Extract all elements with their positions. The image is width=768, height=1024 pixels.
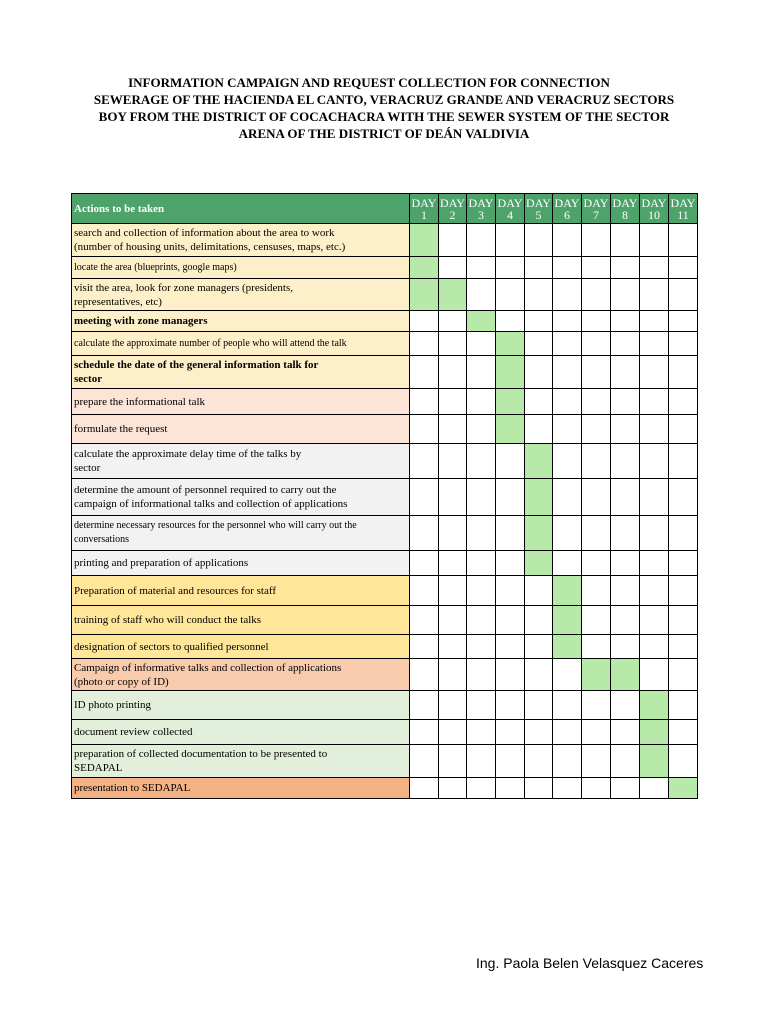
table-row <box>72 356 698 389</box>
action-label: Campaign of informative talks and collection of applications (photo or copy of ID) <box>72 659 410 691</box>
schedule-cell <box>611 745 640 778</box>
schedule-cell <box>669 224 698 257</box>
schedule-cell <box>582 479 611 516</box>
day-header-3: DAY 3 <box>467 194 496 224</box>
schedule-cell-active <box>496 356 525 389</box>
schedule-cell <box>467 444 496 479</box>
schedule-cell <box>525 659 553 691</box>
schedule-cell-active <box>410 279 439 311</box>
schedule-cell <box>611 516 640 551</box>
schedule-cell <box>553 516 582 551</box>
table-row <box>72 720 698 745</box>
schedule-cell <box>611 389 640 415</box>
schedule-cell <box>640 311 669 332</box>
schedule-cell <box>410 551 439 576</box>
schedule-cell <box>496 479 525 516</box>
schedule-cell <box>611 279 640 311</box>
schedule-cell <box>496 720 525 745</box>
schedule-cell <box>553 257 582 279</box>
schedule-cell <box>410 635 439 659</box>
schedule-cell <box>439 606 467 635</box>
action-label: document review collected <box>72 720 410 745</box>
schedule-cell <box>611 551 640 576</box>
schedule-cell <box>582 444 611 479</box>
schedule-cell <box>496 576 525 606</box>
schedule-cell <box>439 356 467 389</box>
schedule-cell <box>611 691 640 720</box>
schedule-cell <box>553 778 582 799</box>
schedule-cell <box>410 311 439 332</box>
schedule-cell <box>439 551 467 576</box>
schedule-cell-active <box>640 720 669 745</box>
schedule-cell <box>640 415 669 444</box>
schedule-cell <box>640 576 669 606</box>
schedule-cell <box>410 778 439 799</box>
schedule-cell <box>439 415 467 444</box>
schedule-cell <box>553 745 582 778</box>
title-line-1: INFORMATION CAMPAIGN AND REQUEST COLLECTION FOR CONNECTION <box>128 75 610 90</box>
schedule-cell-active <box>611 659 640 691</box>
table-row <box>72 745 698 778</box>
schedule-cell <box>439 224 467 257</box>
schedule-cell <box>467 516 496 551</box>
schedule-cell <box>582 576 611 606</box>
table-row <box>72 635 698 659</box>
schedule-cell-active <box>467 311 496 332</box>
schedule-cell-active <box>582 659 611 691</box>
schedule-cell <box>525 257 553 279</box>
schedule-cell <box>669 279 698 311</box>
schedule-cell <box>467 606 496 635</box>
schedule-cell <box>410 720 439 745</box>
table-row <box>72 279 698 311</box>
schedule-cell <box>611 356 640 389</box>
schedule-cell-active <box>496 332 525 356</box>
table-row <box>72 479 698 516</box>
schedule-cell <box>611 444 640 479</box>
schedule-cell <box>496 224 525 257</box>
schedule-cell <box>439 311 467 332</box>
schedule-cell <box>439 516 467 551</box>
action-label: determine the amount of personnel required to carry out the campaign of informational talks and collection of applications <box>72 479 410 516</box>
schedule-cell <box>582 778 611 799</box>
schedule-cell <box>467 224 496 257</box>
day-header-2: DAY 2 <box>440 195 465 222</box>
schedule-cell <box>582 551 611 576</box>
schedule-cell <box>496 257 525 279</box>
action-label: prepare the informational talk <box>72 389 410 415</box>
schedule-cell-active <box>496 415 525 444</box>
schedule-cell <box>553 356 582 389</box>
action-label: preparation of collected documentation to be presented to SEDAPAL <box>72 745 410 778</box>
schedule-cell <box>467 479 496 516</box>
schedule-cell <box>669 576 698 606</box>
title-line-3: BOY FROM THE DISTRICT OF COCACHACRA WITH THE SEWER SYSTEM OF THE SECTOR <box>98 109 670 124</box>
schedule-cell <box>669 444 698 479</box>
schedule-cell-active <box>525 551 553 576</box>
schedule-cell-active <box>410 224 439 257</box>
table-row <box>72 311 698 332</box>
schedule-cell <box>669 551 698 576</box>
schedule-cell <box>640 479 669 516</box>
table-row <box>72 444 698 479</box>
schedule-cell <box>496 659 525 691</box>
schedule-cell <box>496 516 525 551</box>
schedule-cell <box>410 389 439 415</box>
document-title <box>0 74 768 142</box>
schedule-cell <box>640 257 669 279</box>
schedule-cell <box>467 415 496 444</box>
schedule-cell <box>525 691 553 720</box>
schedule-cell <box>669 691 698 720</box>
schedule-cell <box>525 332 553 356</box>
schedule-cell-active <box>640 691 669 720</box>
schedule-cell <box>611 720 640 745</box>
action-label: ID photo printing <box>72 691 410 720</box>
table-row <box>72 516 698 551</box>
action-label: presentation to SEDAPAL <box>72 778 410 799</box>
schedule-cell <box>467 720 496 745</box>
schedule-cell-active <box>525 516 553 551</box>
schedule-cell <box>669 745 698 778</box>
schedule-cell-active <box>496 389 525 415</box>
table-row <box>72 576 698 606</box>
schedule-cell <box>611 576 640 606</box>
schedule-cell <box>439 691 467 720</box>
schedule-cell <box>582 516 611 551</box>
schedule-cell <box>439 576 467 606</box>
schedule-cell-active <box>410 257 439 279</box>
schedule-cell <box>553 311 582 332</box>
schedule-cell-active <box>553 606 582 635</box>
schedule-cell <box>467 659 496 691</box>
actions-header: Actions to be taken <box>72 194 410 224</box>
day-header-1: DAY 1 <box>410 194 439 224</box>
schedule-table <box>71 193 698 799</box>
schedule-cell <box>496 311 525 332</box>
schedule-cell-active <box>525 479 553 516</box>
schedule-cell <box>640 516 669 551</box>
schedule-cell <box>669 389 698 415</box>
header-row <box>72 194 698 224</box>
schedule-cell <box>553 659 582 691</box>
schedule-cell <box>439 332 467 356</box>
schedule-cell <box>410 691 439 720</box>
schedule-cell <box>525 389 553 415</box>
day-header-11: DAY 11 <box>669 194 698 224</box>
schedule-cell <box>611 606 640 635</box>
schedule-cell <box>525 224 553 257</box>
schedule-cell <box>525 606 553 635</box>
schedule-cell <box>640 659 669 691</box>
schedule-cell <box>496 691 525 720</box>
schedule-cell <box>553 691 582 720</box>
schedule-cell <box>467 745 496 778</box>
schedule-cell <box>496 635 525 659</box>
table-row <box>72 659 698 691</box>
action-label: calculate the approximate delay time of the talks by sector <box>72 444 410 479</box>
table-row <box>72 415 698 444</box>
schedule-cell <box>410 356 439 389</box>
schedule-cell <box>410 444 439 479</box>
schedule-cell <box>410 415 439 444</box>
schedule-cell <box>410 332 439 356</box>
schedule-cell <box>640 332 669 356</box>
schedule-cell <box>496 745 525 778</box>
schedule-cell <box>525 745 553 778</box>
schedule-cell <box>582 635 611 659</box>
schedule-cell <box>467 356 496 389</box>
action-label: designation of sectors to qualified personnel <box>72 635 410 659</box>
schedule-cell <box>553 224 582 257</box>
schedule-cell <box>439 778 467 799</box>
schedule-cell <box>525 720 553 745</box>
schedule-cell <box>640 389 669 415</box>
schedule-cell <box>582 279 611 311</box>
schedule-cell <box>525 635 553 659</box>
schedule-cell <box>669 311 698 332</box>
schedule-cell <box>467 389 496 415</box>
schedule-cell-active <box>439 279 467 311</box>
schedule-cell <box>582 224 611 257</box>
schedule-cell <box>611 224 640 257</box>
action-label: Preparation of material and resources for staff <box>72 576 410 606</box>
title-line-4: ARENA OF THE DISTRICT OF DEÁN VALDIVIA <box>238 126 530 141</box>
action-label: locate the area (blueprints, google maps) <box>72 257 410 279</box>
schedule-cell <box>553 720 582 745</box>
schedule-cell <box>553 279 582 311</box>
schedule-cell <box>582 745 611 778</box>
schedule-cell <box>439 659 467 691</box>
schedule-cell <box>496 606 525 635</box>
schedule-cell <box>640 224 669 257</box>
schedule-cell <box>669 720 698 745</box>
schedule-cell <box>582 691 611 720</box>
action-label: determine necessary resources for the personnel who will carry out the conversations <box>72 516 410 551</box>
schedule-cell <box>582 332 611 356</box>
author-signature: Ing. Paola Belen Velasquez Caceres <box>476 955 704 971</box>
action-label: printing and preparation of applications <box>72 551 410 576</box>
schedule-cell <box>467 279 496 311</box>
schedule-cell <box>669 415 698 444</box>
schedule-cell <box>669 659 698 691</box>
table-row <box>72 606 698 635</box>
schedule-cell <box>640 279 669 311</box>
schedule-cell <box>439 635 467 659</box>
schedule-cell <box>640 551 669 576</box>
schedule-cell <box>467 778 496 799</box>
schedule-cell <box>553 551 582 576</box>
schedule-cell <box>669 516 698 551</box>
schedule-cell <box>640 606 669 635</box>
day-header-5: DAY 5 <box>526 195 551 222</box>
schedule-cell <box>669 635 698 659</box>
schedule-cell <box>582 389 611 415</box>
schedule-cell-active <box>553 576 582 606</box>
schedule-cell <box>640 444 669 479</box>
schedule-cell <box>553 479 582 516</box>
schedule-cell <box>410 659 439 691</box>
table-row <box>72 551 698 576</box>
schedule-cell <box>467 257 496 279</box>
schedule-cell <box>410 479 439 516</box>
title-line-2: SEWERAGE OF THE HACIENDA EL CANTO, VERACRUZ GRANDE AND VERACRUZ SECTORS <box>93 92 675 107</box>
schedule-cell <box>669 332 698 356</box>
schedule-cell <box>525 415 553 444</box>
schedule-cell <box>467 332 496 356</box>
schedule-cell <box>496 279 525 311</box>
schedule-cell <box>553 415 582 444</box>
schedule-cell <box>467 635 496 659</box>
action-label: calculate the approximate number of people who will attend the talk <box>72 332 410 356</box>
schedule-cell <box>525 356 553 389</box>
schedule-cell <box>640 778 669 799</box>
schedule-cell <box>467 691 496 720</box>
schedule-cell <box>525 311 553 332</box>
schedule-cell <box>496 551 525 576</box>
schedule-cell <box>669 356 698 389</box>
schedule-cell <box>640 356 669 389</box>
schedule-cell <box>582 415 611 444</box>
schedule-cell-active <box>640 745 669 778</box>
table-row <box>72 257 698 279</box>
schedule-cell <box>439 257 467 279</box>
schedule-cell <box>640 635 669 659</box>
table-row <box>72 332 698 356</box>
schedule-cell <box>496 444 525 479</box>
day-header-4: DAY 4 <box>496 194 525 224</box>
schedule-cell <box>611 635 640 659</box>
schedule-cell-active <box>553 635 582 659</box>
schedule-cell <box>439 745 467 778</box>
schedule-cell <box>410 576 439 606</box>
action-label: search and collection of information about the area to work (number of housing units, delimitations, censuses, maps, etc.) <box>72 224 410 257</box>
schedule-cell <box>410 516 439 551</box>
day-header-6: DAY 6 <box>553 194 582 224</box>
schedule-cell <box>525 778 553 799</box>
day-header-8: DAY 8 <box>611 194 640 224</box>
action-label: meeting with zone managers <box>72 311 410 332</box>
schedule-cell <box>467 576 496 606</box>
schedule-cell <box>611 311 640 332</box>
schedule-cell <box>439 389 467 415</box>
schedule-cell <box>410 745 439 778</box>
schedule-cell <box>611 415 640 444</box>
day-header-10: DAY 10 <box>640 194 669 224</box>
schedule-cell <box>439 444 467 479</box>
schedule-cell <box>525 279 553 311</box>
schedule-cell <box>611 332 640 356</box>
schedule-cell <box>582 311 611 332</box>
schedule-cell <box>669 479 698 516</box>
day-header-7: DAY 7 <box>582 194 611 224</box>
schedule-cell <box>582 720 611 745</box>
schedule-cell <box>553 389 582 415</box>
action-label: formulate the request <box>72 415 410 444</box>
schedule-cell <box>496 778 525 799</box>
schedule-cell <box>582 257 611 279</box>
action-label: visit the area, look for zone managers (presidents, representatives, etc) <box>72 279 410 311</box>
schedule-cell <box>467 551 496 576</box>
schedule-cell <box>525 576 553 606</box>
schedule-cell <box>611 778 640 799</box>
schedule-cell-active <box>669 778 698 799</box>
schedule-cell <box>553 444 582 479</box>
schedule-cell <box>582 356 611 389</box>
schedule-cell <box>611 257 640 279</box>
schedule-cell <box>439 720 467 745</box>
action-label: training of staff who will conduct the talks <box>72 606 410 635</box>
schedule-cell <box>439 479 467 516</box>
schedule-cell-active <box>525 444 553 479</box>
schedule-cell <box>410 606 439 635</box>
schedule-cell <box>669 606 698 635</box>
table-row <box>72 691 698 720</box>
schedule-cell <box>582 606 611 635</box>
table-row <box>72 389 698 415</box>
schedule-cell <box>611 479 640 516</box>
schedule-cell <box>669 257 698 279</box>
table-row <box>72 224 698 257</box>
table-row <box>72 778 698 799</box>
action-label: schedule the date of the general information talk for sector <box>72 356 410 389</box>
schedule-cell <box>553 332 582 356</box>
